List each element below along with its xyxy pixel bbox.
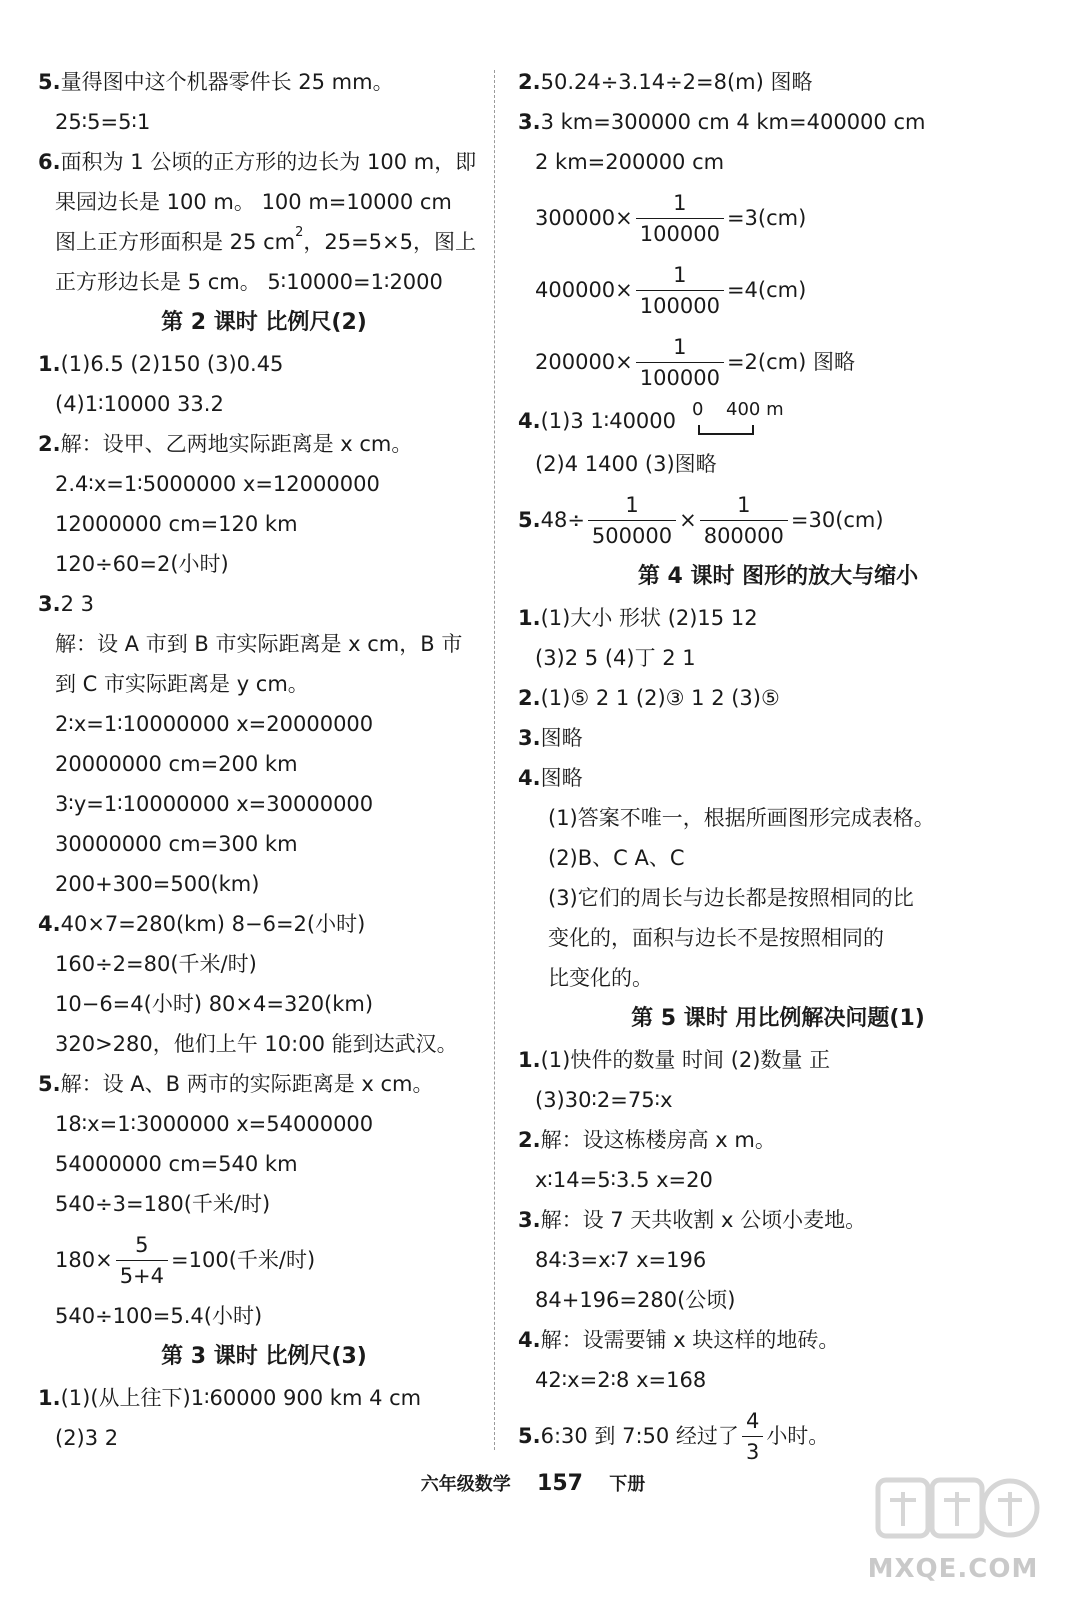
line-text: 540÷3=180(千米/时) <box>55 1192 271 1216</box>
line-text: 320>280，他们上午 10:00 能到达武汉。 <box>55 1032 458 1056</box>
line-text: =3(cm) <box>726 206 807 230</box>
line-text: 2 km=200000 cm <box>535 150 725 174</box>
answer-line <box>518 1040 1038 1080</box>
item-number: 5. <box>38 1072 61 1096</box>
answer-line <box>38 1064 490 1104</box>
answer-line <box>518 598 1038 638</box>
fraction-denominator: 500000 <box>588 520 676 551</box>
answer-line <box>518 718 1038 758</box>
answer-line <box>38 1296 490 1336</box>
line-text: 200+300=500(km) <box>55 872 260 896</box>
line-text: (2)4 1400 (3)图略 <box>535 452 717 476</box>
fraction <box>116 1230 168 1291</box>
answer-line <box>38 944 490 984</box>
item-number: 1. <box>518 1048 541 1072</box>
section-heading: 第 3 课时 比例尺(3) <box>161 1344 367 1369</box>
line-text: 25∶5=5∶1 <box>55 110 151 134</box>
answer-line <box>38 744 490 784</box>
item-number: 2. <box>518 686 541 710</box>
fraction-denominator: 100000 <box>636 218 724 249</box>
line-text: 54000000 cm=540 km <box>55 1152 298 1176</box>
footer-grade: 六年级数学 <box>420 1474 511 1495</box>
item-number: 3. <box>518 1208 541 1232</box>
answer-line <box>38 62 490 102</box>
line-text: (1)6.5 (2)150 (3)0.45 <box>60 352 284 376</box>
line-text: (1)大小 形状 (2)15 12 <box>540 606 758 630</box>
line-text: (1)快件的数量 时间 (2)数量 正 <box>540 1048 831 1072</box>
answer-line <box>518 484 1038 556</box>
answer-line <box>518 678 1038 718</box>
item-number: 2. <box>518 1128 541 1152</box>
answer-line <box>518 798 1038 838</box>
answer-line <box>518 1160 1038 1200</box>
answer-line <box>38 142 490 182</box>
answer-line <box>38 102 490 142</box>
right-column <box>518 62 1038 1472</box>
answer-line <box>38 824 490 864</box>
footer-volume: 下册 <box>609 1474 646 1495</box>
line-text: 3 km=300000 cm 4 km=400000 cm <box>540 110 926 134</box>
fraction-denominator: 100000 <box>636 290 724 321</box>
line-text: 解：设需要铺 x 块这样的地砖。 <box>540 1328 840 1352</box>
item-number: 2. <box>518 70 541 94</box>
answer-line <box>518 142 1038 182</box>
left-column <box>38 62 490 1458</box>
fraction-numerator: 1 <box>673 262 687 287</box>
item-number: 1. <box>38 352 61 376</box>
fraction <box>588 490 676 551</box>
answer-line <box>38 544 490 584</box>
page-number: 157 <box>537 1471 583 1496</box>
answer-line <box>38 504 490 544</box>
answer-line <box>38 182 490 222</box>
column-divider <box>494 70 495 1450</box>
line-text: (4)1∶10000 33.2 <box>55 392 224 416</box>
answer-line <box>518 918 1038 958</box>
fraction-numerator: 1 <box>673 190 687 215</box>
line-text: 图略 <box>540 766 583 790</box>
scale-zero-label: 0 <box>692 399 704 420</box>
fraction-numerator: 1 <box>737 492 751 517</box>
line-text: 解：设 7 天共收割 x 公顷小麦地。 <box>540 1208 867 1232</box>
answer-line <box>518 838 1038 878</box>
item-number: 4. <box>518 1328 541 1352</box>
answer-line <box>518 182 1038 254</box>
answer-line <box>518 254 1038 326</box>
line-text: 2∶x=1∶10000000 x=20000000 <box>55 712 374 736</box>
answer-line <box>38 262 490 302</box>
item-number: 4. <box>518 409 541 433</box>
fraction <box>636 332 724 393</box>
item-number: 2. <box>38 432 61 456</box>
line-text: =100(千米/时) <box>171 1248 316 1272</box>
line-text: × <box>679 508 697 532</box>
fraction-denominator: 100000 <box>636 362 724 393</box>
fraction <box>636 188 724 249</box>
answer-line <box>38 664 490 704</box>
line-text: 160÷2=80(千米/时) <box>55 952 257 976</box>
fraction-numerator: 1 <box>625 492 639 517</box>
line-text: 果园边长是 100 m。 100 m=10000 cm <box>55 190 452 214</box>
answer-line <box>38 464 490 504</box>
answer-line <box>518 1080 1038 1120</box>
item-number: 1. <box>38 1386 61 1410</box>
answer-line <box>518 1360 1038 1400</box>
section-heading: 第 2 课时 比例尺(2) <box>161 310 367 335</box>
answer-line <box>518 102 1038 142</box>
item-number: 3. <box>518 110 541 134</box>
line-text: 图略 <box>540 726 583 750</box>
item-number: 5. <box>518 508 541 532</box>
answer-line <box>518 1320 1038 1360</box>
fraction-numerator: 5 <box>135 1232 149 1257</box>
fraction-numerator: 4 <box>745 1408 760 1433</box>
answer-line <box>518 1400 1038 1472</box>
answer-line <box>38 384 490 424</box>
fraction-denominator: 800000 <box>700 520 788 551</box>
answer-line <box>38 904 490 944</box>
answer-line <box>38 1184 490 1224</box>
fraction <box>636 260 724 321</box>
line-text: 12000000 cm=120 km <box>55 512 298 536</box>
line-text: (1)答案不唯一，根据所画图形完成表格。 <box>548 806 935 830</box>
line-text: 40×7=280(km) 8−6=2(小时) <box>60 912 366 936</box>
scale-bar <box>698 425 754 435</box>
fraction-denominator: 5+4 <box>116 1260 168 1291</box>
line-text: 到 C 市实际距离是 y cm。 <box>55 672 309 696</box>
answer-line <box>518 1200 1038 1240</box>
line-text: 84+196=280(公顷) <box>535 1288 736 1312</box>
answer-line <box>518 398 1038 444</box>
item-number: 1. <box>518 606 541 630</box>
answer-line <box>38 624 490 664</box>
line-text: (2)B、C A、C <box>548 846 685 870</box>
scale-distance-label: 400 m <box>726 399 784 420</box>
fraction-denominator: 3 <box>742 1436 763 1467</box>
answer-line <box>518 1240 1038 1280</box>
line-text: 小时。 <box>766 1424 830 1448</box>
line-text: 解：设 A 市到 B 市实际距离是 x cm，B 市 <box>55 632 463 656</box>
line-text: 42∶x=2∶8 x=168 <box>535 1368 707 1392</box>
answer-line <box>38 424 490 464</box>
answer-line <box>518 1120 1038 1160</box>
line-text: 50.24÷3.14÷2=8(m) 图略 <box>540 70 813 94</box>
answer-line <box>38 984 490 1024</box>
superscript: 2 <box>295 225 304 240</box>
line-text: (1)⑤ 2 1 (2)③ 1 2 (3)⑤ <box>540 686 780 710</box>
line-segment-scale <box>690 401 782 441</box>
line-text: 图上正方形面积是 25 cm <box>55 230 296 254</box>
line-text: (1)(从上往下)1∶60000 900 km 4 cm <box>60 1386 422 1410</box>
line-text: 解：设甲、乙两地实际距离是 x cm。 <box>60 432 413 456</box>
line-text: 正方形边长是 5 cm。 5∶10000=1∶2000 <box>55 270 443 294</box>
line-text: 200000× <box>535 350 633 374</box>
line-text: 180× <box>55 1248 113 1272</box>
item-number: 5. <box>38 70 61 94</box>
line-text: 540÷100=5.4(小时) <box>55 1304 263 1328</box>
line-text: (1)3 1∶40000 <box>540 409 677 433</box>
answer-line <box>38 344 490 384</box>
line-text: (3)30∶2=75∶x <box>535 1088 673 1112</box>
line-text: (3)它们的周长与边长都是按照相同的比 <box>548 886 914 910</box>
answer-line <box>38 784 490 824</box>
line-text: 300000× <box>535 206 633 230</box>
answer-line <box>38 704 490 744</box>
line-text: 30000000 cm=300 km <box>55 832 298 856</box>
line-text: (2)3 2 <box>55 1426 119 1450</box>
line-text: 量得图中这个机器零件长 25 mm。 <box>60 70 394 94</box>
answer-line <box>38 1378 490 1418</box>
item-number: 3. <box>38 592 61 616</box>
answer-line <box>38 584 490 624</box>
line-text: 84∶3=x∶7 x=196 <box>535 1248 707 1272</box>
line-text: =30(cm) <box>790 508 884 532</box>
answer-line <box>518 758 1038 798</box>
line-text: 2.4∶x=1∶5000000 x=12000000 <box>55 472 380 496</box>
line-text: 20000000 cm=200 km <box>55 752 298 776</box>
line-text: 18∶x=1∶3000000 x=54000000 <box>55 1112 374 1136</box>
line-text: =2(cm) 图略 <box>726 350 855 374</box>
answer-line <box>38 1104 490 1144</box>
line-text: =4(cm) <box>726 278 807 302</box>
answer-line <box>518 878 1038 918</box>
answer-line <box>38 222 490 262</box>
answer-line <box>38 1224 490 1296</box>
answer-line <box>38 1418 490 1458</box>
line-text: 解：设这栋楼房高 x m。 <box>540 1128 776 1152</box>
line-text: x∶14=5∶3.5 x=20 <box>535 1168 713 1192</box>
item-number: 5. <box>518 1424 541 1448</box>
line-text: 面积为 1 公顷的正方形的边长为 100 m，即 <box>60 150 477 174</box>
answer-line <box>518 638 1038 678</box>
line-text: 400000× <box>535 278 633 302</box>
watermark-text: MXQE.COM <box>867 1554 1039 1584</box>
item-number: 4. <box>38 912 61 936</box>
line-text: 2 3 <box>60 592 94 616</box>
item-number: 6. <box>38 150 61 174</box>
answer-line <box>38 864 490 904</box>
answer-line <box>518 958 1038 998</box>
answer-line <box>518 326 1038 398</box>
fraction <box>700 490 788 551</box>
line-text: 变化的，面积与边长不是按照相同的 <box>548 926 884 950</box>
answer-line <box>518 444 1038 484</box>
section-heading: 第 5 课时 用比例解决问题(1) <box>631 1006 925 1031</box>
line-text: 6:30 到 7:50 经过了 <box>540 1424 739 1448</box>
line-text: ，25=5×5，图上 <box>303 230 476 254</box>
section-heading: 第 4 课时 图形的放大与缩小 <box>637 564 919 589</box>
answer-line <box>518 62 1038 102</box>
line-text: 10−6=4(小时) 80×4=320(km) <box>55 992 374 1016</box>
line-text: 48÷ <box>540 508 585 532</box>
fraction <box>742 1406 763 1467</box>
watermark-logo <box>858 1470 1048 1590</box>
item-number: 4. <box>518 766 541 790</box>
line-text: 比变化的。 <box>548 966 653 990</box>
answer-line <box>38 1024 490 1064</box>
line-text: 120÷60=2(小时) <box>55 552 229 576</box>
answer-line <box>518 1280 1038 1320</box>
line-text: (3)2 5 (4)丁 2 1 <box>535 646 696 670</box>
answer-line <box>38 1144 490 1184</box>
item-number: 3. <box>518 726 541 750</box>
fraction-numerator: 1 <box>673 334 687 359</box>
line-text: 3∶y=1∶10000000 x=30000000 <box>55 792 374 816</box>
line-text: 解：设 A、B 两市的实际距离是 x cm。 <box>60 1072 434 1096</box>
